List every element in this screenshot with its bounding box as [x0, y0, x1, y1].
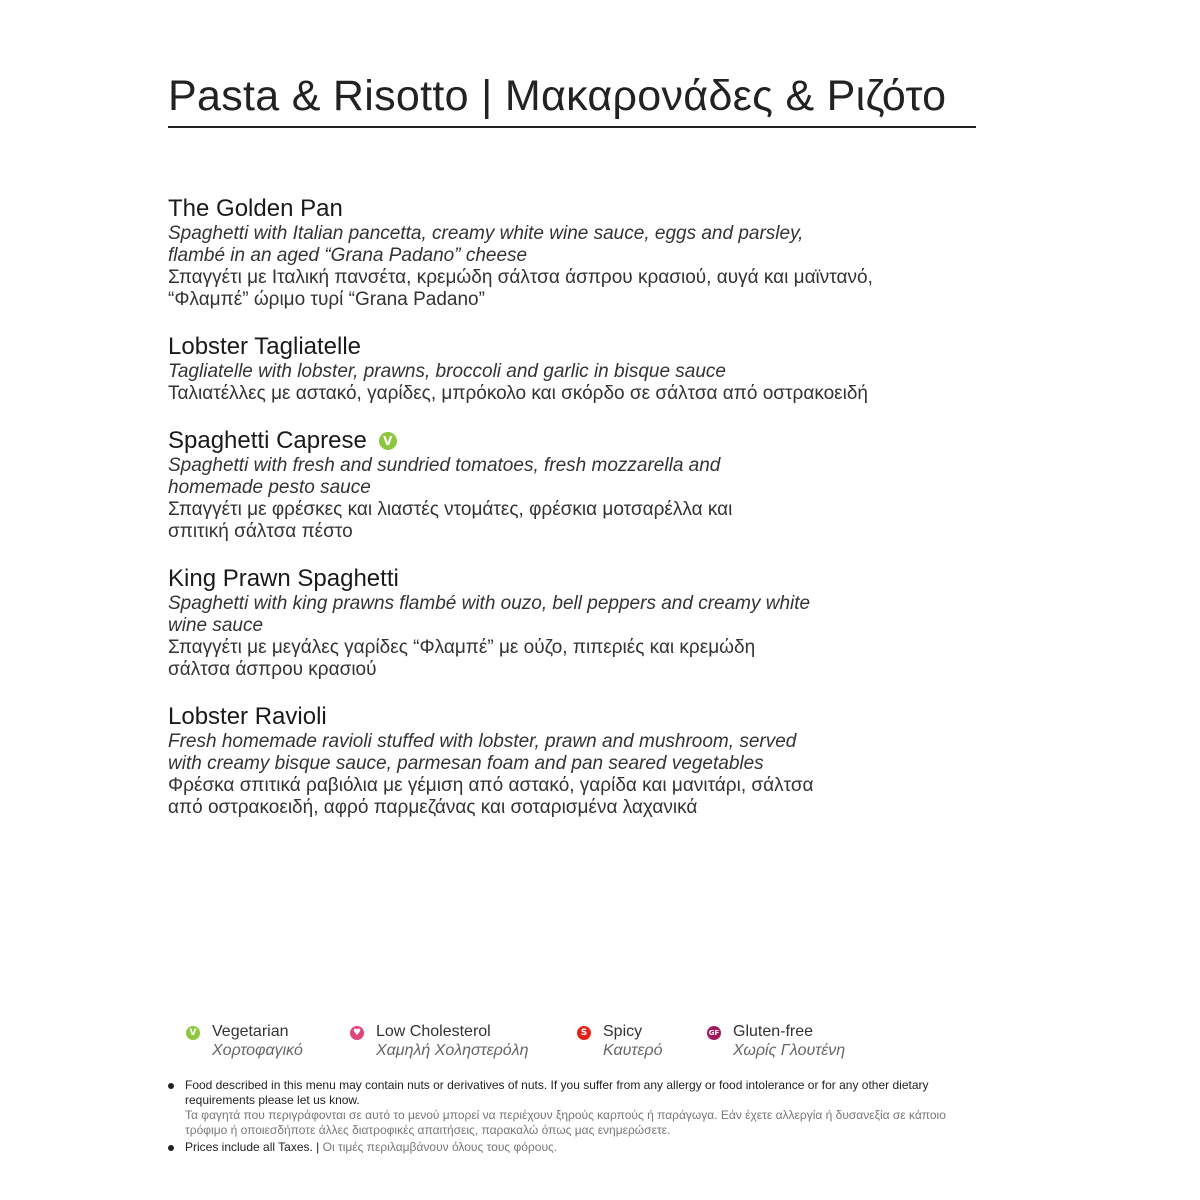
menu-item-description-en: [168, 223, 888, 267]
legend-label-en: Gluten-free: [733, 1023, 814, 1040]
menu-item-name: [168, 703, 888, 731]
description-line: wine sauce: [168, 615, 264, 636]
description-line: Σπαγγέτι με φρέσκες και λιαστές ντομάτες, φρέσκια μοτσαρέλλα και: [168, 499, 733, 520]
menu-item-lobster-ravioli: [168, 703, 888, 819]
description-line: Spaghetti with Italian pancetta, creamy white wine sauce, eggs and parsley,: [168, 223, 804, 244]
description-line: Spaghetti with king prawns flambé with ouzo, bell peppers and creamy white: [168, 593, 811, 614]
menu-item-description-en: [168, 361, 888, 383]
menu-item-king-prawn-spaghetti: [168, 565, 888, 681]
description-line: Ταλιατέλλες με αστακό, γαρίδες, μπρόκολο και σκόρδο σε σάλτσα από οστρακοειδή: [168, 383, 869, 404]
legend-item-gluten-free: [707, 1022, 845, 1060]
menu-item-description-gr: [168, 499, 888, 543]
legend-label-gr: Χωρίς Γλουτένη: [733, 1042, 846, 1059]
menu-item-description-en: [168, 731, 888, 775]
description-line: από οστρακοειδή, αφρό παρμεζάνας και σοταρισμένα λαχανικά: [168, 797, 698, 818]
legend-label-gr: Χορτοφαγικό: [212, 1042, 303, 1059]
allergy-note: [168, 1078, 968, 1138]
description-line: flambé in an aged “Grana Padano” cheese: [168, 245, 528, 266]
legend-item-vegetarian: [186, 1022, 303, 1060]
spicy-icon: S: [577, 1026, 591, 1040]
description-line: “Φλαμπέ” ώριμο τυρί “Grana Padano”: [168, 289, 485, 310]
description-line: Σπαγγέτι με μεγάλες γαρίδες “Φλαμπέ” με ούζο, πιπεριές και κρεμώδη: [168, 637, 756, 658]
menu-item-description-en: [168, 593, 888, 637]
menu-list: [168, 195, 888, 841]
legend-label-en: Low Cholesterol: [376, 1023, 491, 1040]
legend-label-en: Spicy: [603, 1023, 643, 1040]
page-title: Pasta & Risotto | Μακαρονάδες & Ριζότο: [168, 70, 976, 128]
menu-item-name: [168, 565, 888, 593]
menu-item-spaghetti-caprese: [168, 427, 888, 543]
menu-item-name-text: Lobster Tagliatelle: [168, 333, 362, 360]
menu-item-name: [168, 195, 888, 223]
menu-item-name-text: Spaghetti Caprese: [168, 427, 367, 454]
taxes-note-gr: Οι τιμές περιλαμβάνουν όλους τους φόρους.: [322, 1140, 558, 1154]
allergy-note-gr: Τα φαγητά που περιγράφονται σε αυτό το μενού μπορεί να περιέχουν ξηρούς καρπούς ή παράγωγα. Εάν έχετε αλλεργία ή δυσανεξία σε κάποιο τρόφιμο ή οποιεσδήποτε άλλες διατροφικές απαιτήσεις, παρακαλώ όπως μας ενημερώσετε.: [185, 1108, 946, 1137]
menu-item-description-gr: [168, 637, 888, 681]
menu-item-name: [168, 333, 888, 361]
menu-item-lobster-tagliatelle: [168, 333, 888, 405]
taxes-note: [168, 1140, 968, 1155]
description-line: σάλτσα άσπρου κρασιού: [168, 659, 377, 680]
menu-item-name-text: The Golden Pan: [168, 195, 343, 222]
description-line: Tagliatelle with lobster, prawns, broccoli and garlic in bisque sauce: [168, 361, 726, 382]
menu-item-description-gr: [168, 383, 888, 405]
bullet-icon: [168, 1083, 174, 1089]
vegetarian-icon: V: [186, 1026, 200, 1040]
description-line: Fresh homemade ravioli stuffed with lobster, prawn and mushroom, served: [168, 731, 797, 752]
description-line: homemade pesto sauce: [168, 477, 371, 498]
description-line: with creamy bisque sauce, parmesan foam and pan seared vegetables: [168, 753, 764, 774]
description-line: σπιτική σάλτσα πέστο: [168, 521, 353, 542]
menu-item-name-text: Lobster Ravioli: [168, 703, 327, 730]
bullet-icon: [168, 1145, 174, 1151]
menu-item-the-golden-pan: [168, 195, 888, 311]
menu-item-name: [168, 427, 888, 455]
separator: |: [312, 1140, 323, 1154]
dietary-legend: [186, 1022, 946, 1062]
footnotes: [168, 1078, 968, 1157]
allergy-note-en: Food described in this menu may contain nuts or derivatives of nuts. If you suffer from any allergy or food intolerance or for any other dietary requirements please let us know.: [185, 1078, 929, 1107]
taxes-note-en: Prices include all Taxes.: [185, 1140, 313, 1154]
heart-icon: ♥: [350, 1026, 364, 1040]
legend-label-gr: Καυτερό: [603, 1042, 663, 1059]
description-line: Spaghetti with fresh and sundried tomatoes, fresh mozzarella and: [168, 455, 721, 476]
legend-item-spicy: [577, 1022, 662, 1060]
legend-label-en: Vegetarian: [212, 1023, 289, 1040]
menu-item-description-gr: [168, 267, 888, 311]
vegetarian-icon: V: [379, 432, 397, 450]
menu-item-name-text: King Prawn Spaghetti: [168, 565, 399, 592]
description-line: Φρέσκα σπιτικά ραβιόλια με γέμιση από αστακό, γαρίδα και μανιτάρι, σάλτσα: [168, 775, 814, 796]
legend-label-gr: Χαμηλή Χοληστερόλη: [376, 1042, 529, 1059]
description-line: Σπαγγέτι με Ιταλική πανσέτα, κρεμώδη σάλτσα άσπρου κρασιού, αυγά και μαϊντανό,: [168, 267, 873, 288]
menu-item-description-gr: [168, 775, 888, 819]
legend-item-low-cholesterol: [350, 1022, 528, 1060]
menu-item-description-en: [168, 455, 888, 499]
gluten-free-icon: GF: [707, 1026, 721, 1040]
